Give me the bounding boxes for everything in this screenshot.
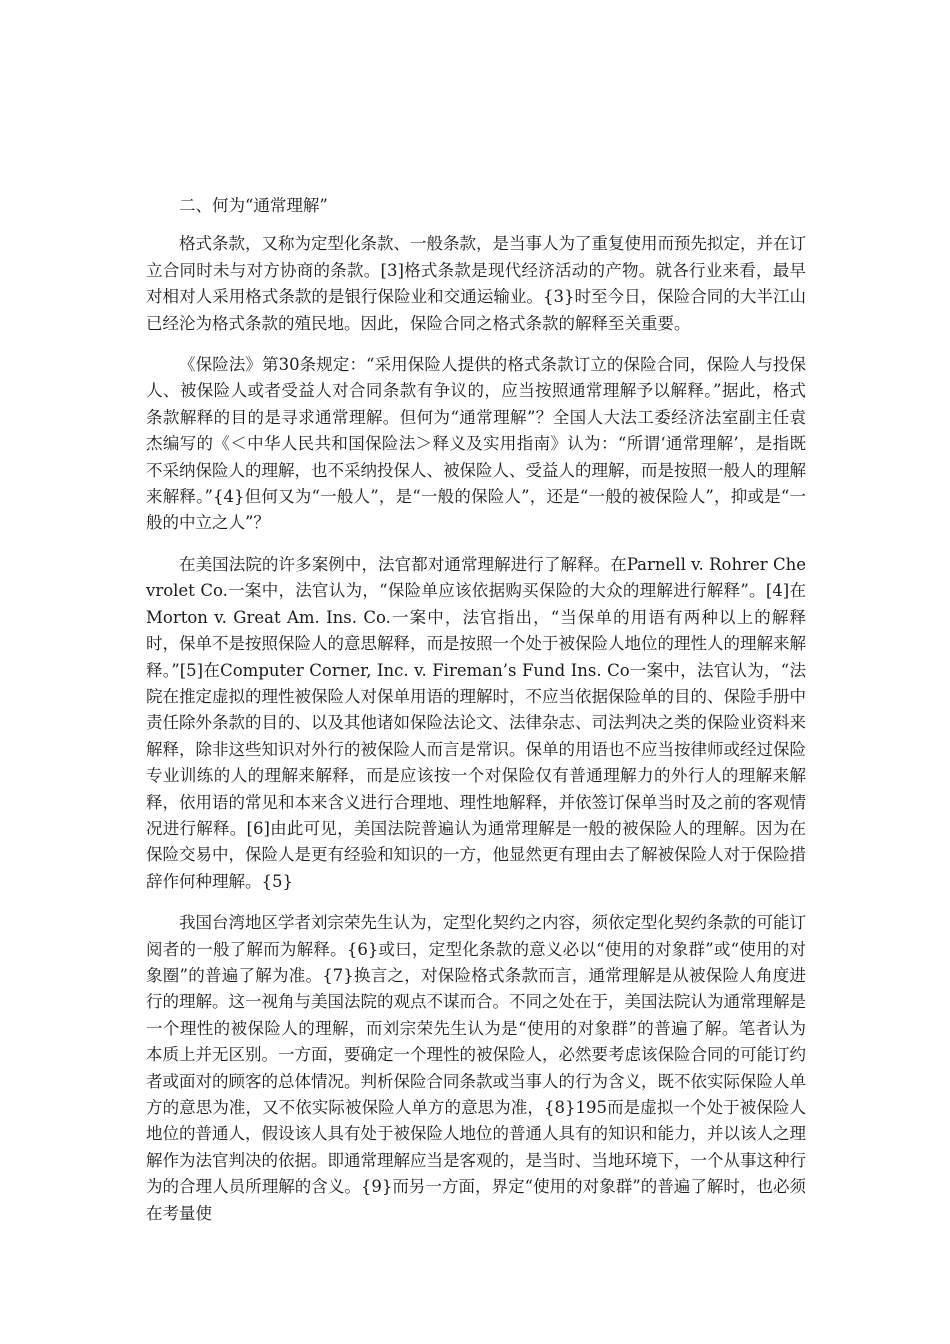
section-heading: 二、何为“通常理解”	[179, 196, 328, 215]
paragraph-1: 格式条款，又称为定型化条款、一般条款，是当事人为了重复使用而预先拟定，并在订立合同时未与对方协商的条款。[3]格式条款是现代经济活动的产物。就各行业来看，最早对相对人采用格式条款的是银行保险业和交通运输业。{3}时至今日，保险合同的大半江山已经沦为格式条款的殖民地。因此，保险合同之格式条款的解释至关重要。	[146, 234, 806, 333]
document-body	[146, 193, 806, 1242]
paragraph-2: 《保险法》第30条规定：“采用保险人提供的格式条款订立的保险合同，保险人与投保人、被保险人或者受益人对合同条款有争议的，应当按照通常理解予以解释。”据此，格式条款解释的目的是寻求通常理解。但何为“通常理解”？全国人大法工委经济法室副主任袁杰编写的《＜中华人民共和国保险法＞释义及实用指南》认为：“所谓‘通常理解’，是指既不采纳保险人的理解，也不采纳投保人、被保险人、受益人的理解，而是按照一般人的理解来解释。”{4}但何又为“一般人”，是“一般的保险人”，还是“一般的被保险人”，抑或是“一般的中立之人”？	[146, 355, 806, 533]
paragraph-3: 在美国法院的许多案例中，法官都对通常理解进行了解释。在Parnell v. Rohrer Chevrolet Co.一案中，法官认为，“保险单应该依据购买保险的大众的理解进行解释”。[4]在Morton v. Great Am. Ins. Co.一案中，法官指出，“当保单的用语有两种以上的解释时，保单不是按照保险人的意思解释，而是按照一个处于被保险人地位的理性人的理解来解释。”[5]在Computer Corner, Inc. v. Fireman’s Fund Ins. Co一案中，法官认为，“法院在推定虚拟的理性被保险人对保单用语的理解时，不应当依据保险单的目的、保险手册中责任除外条款的目的、以及其他诸如保险法论文、法律杂志、司法判决之类的保险业资料来解释，除非这些知识对外行的被保险人而言是常识。保单的用语也不应当按律师或经过保险专业训练的人的理解来解释，而是应该按一个对保险仅有普通理解力的外行人的理解来解释，依用语的常见和本来含义进行合理地、理性地解释，并依签订保单当时及之前的客观情况进行解释。[6]由此可见，美国法院普遍认为通常理解是一般的被保险人的理解。因为在保险交易中，保险人是更有经验和知识的一方，他显然更有理由去了解被保险人对于保险措辞作何种理解。{5}	[146, 554, 806, 891]
paragraph-4: 我国台湾地区学者刘宗荣先生认为，定型化契约之内容，须依定型化契约条款的可能订阅者的一般了解而为解释。{6}或曰，定型化条款的意义必以“使用的对象群”或“使用的对象圈”的普遍了解为准。{7}换言之，对保险格式条款而言，通常理解是从被保险人角度进行的理解。这一视角与美国法院的观点不谋而合。不同之处在于，美国法院认为通常理解是一个理性的被保险人的理解，而刘宗荣先生认为是“使用的对象群”的普遍了解。笔者认为本质上并无区别。一方面，要确定一个理性的被保险人，必然要考虑该保险合同的可能订约者或面对的顾客的总体情况。判析保险合同条款或当事人的行为含义，既不依实际保险人单方的意思为准，又不依实际被保险人单方的意思为准，{8}195而是虚拟一个处于被保险人地位的普通人，假设该人具有处于被保险人地位的普通人具有的知识和能力，并以该人之理解作为法官判决的依据。即通常理解应当是客观的，是当时、当地环境下，一个从事这种行为的合理人员所理解的含义。{9}而另一方面，界定“使用的对象群”的普遍了解时，也必须在考量使	[146, 913, 806, 1223]
